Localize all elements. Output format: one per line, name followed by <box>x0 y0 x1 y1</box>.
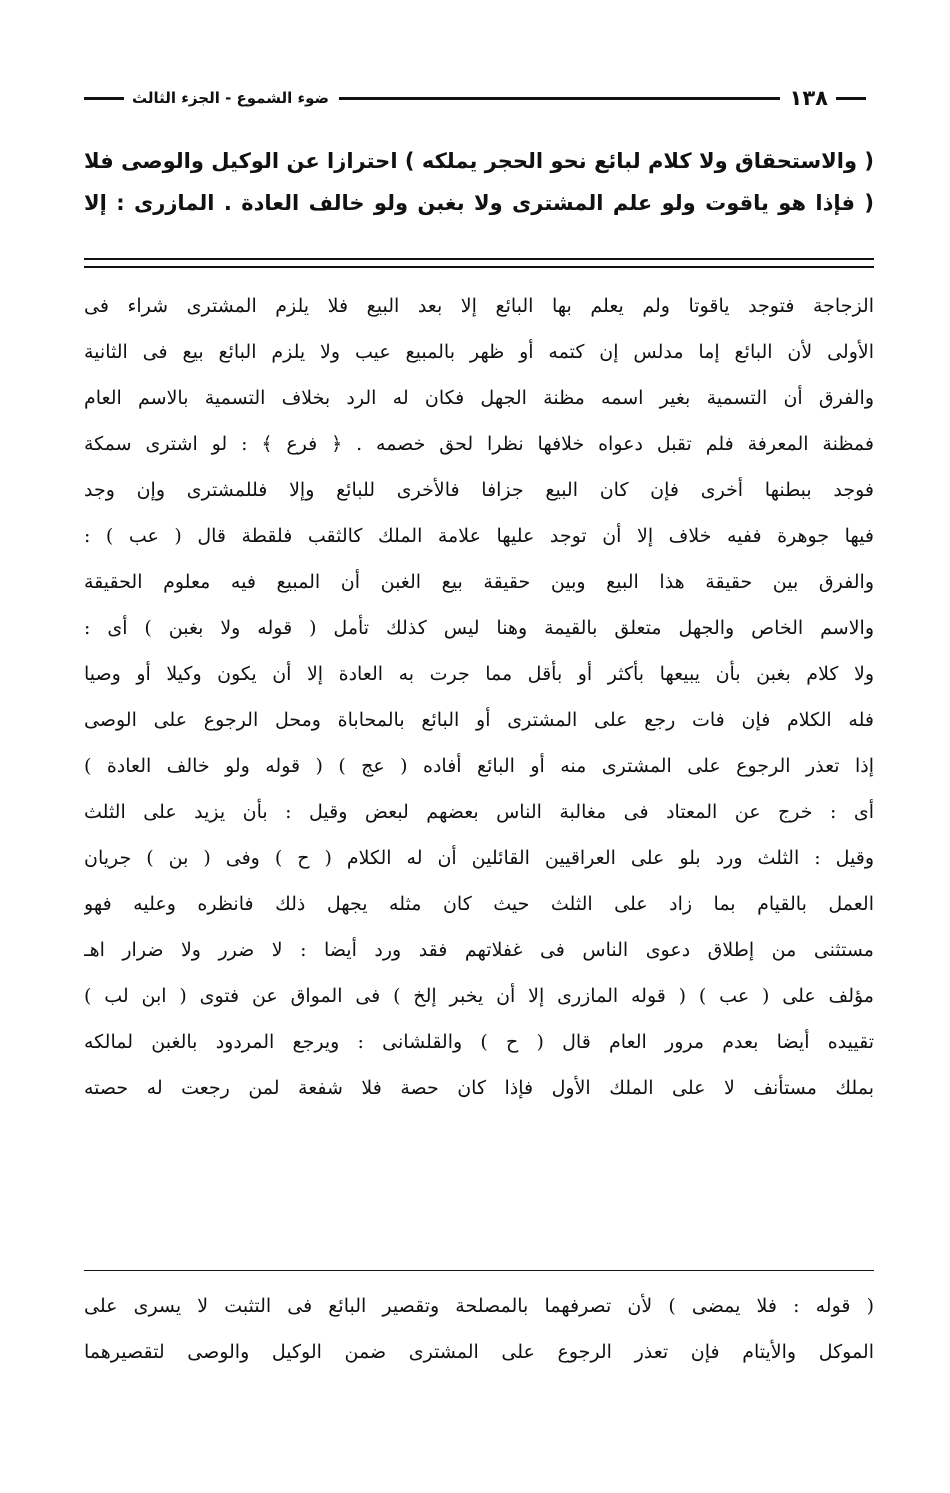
commentary-line: فيها جوهرة ففيه خلاف إلا أن توجد عليها علامة الملك كالثقب فلقطة قال ( عب ) : <box>84 525 874 547</box>
commentary-line: فوجد ببطنها أخرى فإن كان البيع جزافا فالأخرى للبائع وإلا فللمشترى وإن وجد <box>84 479 874 501</box>
commentary-line: والاسم الخاص والجهل متعلق بالقيمة وهنا ليس كذلك تأمل ( قوله ولا بغبن ) أى : <box>84 617 874 639</box>
commentary-line: والفرق أن التسمية بغير اسمه مظنة الجهل فكان له الرد بخلاف التسمية بالاسم العام <box>84 387 874 409</box>
footnote-text <box>84 1283 874 1375</box>
commentary-line: فمظنة المعرفة فلم تقبل دعواه خلافها نظرا لحق خصمه . ﴿ فرع ﴾ : لو اشترى سمكة <box>84 433 874 455</box>
commentary-line: فله الكلام فإن فات رجع على المشترى أو البائع بالمحاباة ومحل الرجوع على الوصى <box>84 709 874 731</box>
footnote-line: ( قوله : فلا يمضى ) لأن تصرفهما بالمصلحة وتقصير البائع فى التثبت لا يسرى على <box>84 1295 874 1317</box>
main-text-line: ( فإذا هو ياقوت ولو علم المشترى ولا بغبن ولو خالف العادة . المازرى : إلا <box>84 191 874 215</box>
commentary-line: والفرق بين حقيقة هذا البيع وبين حقيقة بيع الغبن أن المبيع فيه معلوم الحقيقة <box>84 571 874 593</box>
header-rule <box>339 97 779 100</box>
footnote-line: الموكل والأيتام فإن تعذر الرجوع على المشترى ضمن الوكيل والوصى لتقصيرهما <box>84 1341 874 1363</box>
commentary-line: إذا تعذر الرجوع على المشترى منه أو البائع أفاده ( عج ) ( قوله ولو خالف العادة ) <box>84 755 874 777</box>
running-title: ضوء الشموع - الجزء الثالث <box>132 89 330 107</box>
main-text-line: ( والاستحقاق ولا كلام لبائع نحو الحجر يملكه ) احترازا عن الوكيل والوصى فلا <box>84 149 874 173</box>
footnote-separator <box>84 1270 874 1271</box>
header-dash-left <box>84 97 124 100</box>
commentary-line: مؤلف على ( عب ) ( قوله المازرى إلا أن يخبر إلخ ) فى المواق عن فتوى ( ابن لب ) <box>84 985 874 1007</box>
commentary-line: الأولى لأن البائع إما مدلس إن كتمه أو ظهر بالمبيع عيب ولا يلزم البائع بيع فى الثانية <box>84 341 874 363</box>
main-text <box>84 140 874 224</box>
commentary-line: بملك مستأنف لا على الملك الأول فإذا كان حصة فلا شفعة لمن رجعت له حصته <box>84 1077 874 1099</box>
commentary-line: وقيل : الثلث ورد بلو على العراقيين القائلين أن له الكلام ( ح ) وفى ( بن ) جريان <box>84 847 874 869</box>
commentary-line: أى : خرج عن المعتاد فى مغالبة الناس بعضهم لبعض وقيل : بأن يزيد على الثلث <box>84 801 874 823</box>
commentary-line: ولا كلام بغبن بأن يبيعها بأكثر أو بأقل مما جرت به العادة إلا أن يكون وكيلا أو وصيا <box>84 663 874 685</box>
commentary-text <box>84 283 874 1111</box>
page-header <box>84 80 874 116</box>
commentary-line: العمل بالقيام بما زاد على الثلث حيث كان مثله يجهل ذلك فانظره وعليه فهو <box>84 893 874 915</box>
double-rule-bottom <box>84 266 874 268</box>
page-number: ١٣٨ <box>789 86 828 110</box>
double-rule-top <box>84 258 874 260</box>
commentary-line: مستثنى من إطلاق دعوى الناس فى غفلاتهم فقد ورد أيضا : لا ضرر ولا ضرار اهـ <box>84 939 874 961</box>
commentary-line: تقييده أيضا بعدم مرور العام قال ( ح ) والقلشانى : ويرجع المردود بالغبن لمالكه <box>84 1031 874 1053</box>
header-dash-right <box>836 97 866 100</box>
commentary-line: الزجاجة فتوجد ياقوتا ولم يعلم بها البائع إلا بعد البيع فلا يلزم المشترى شراء فى <box>84 295 874 317</box>
